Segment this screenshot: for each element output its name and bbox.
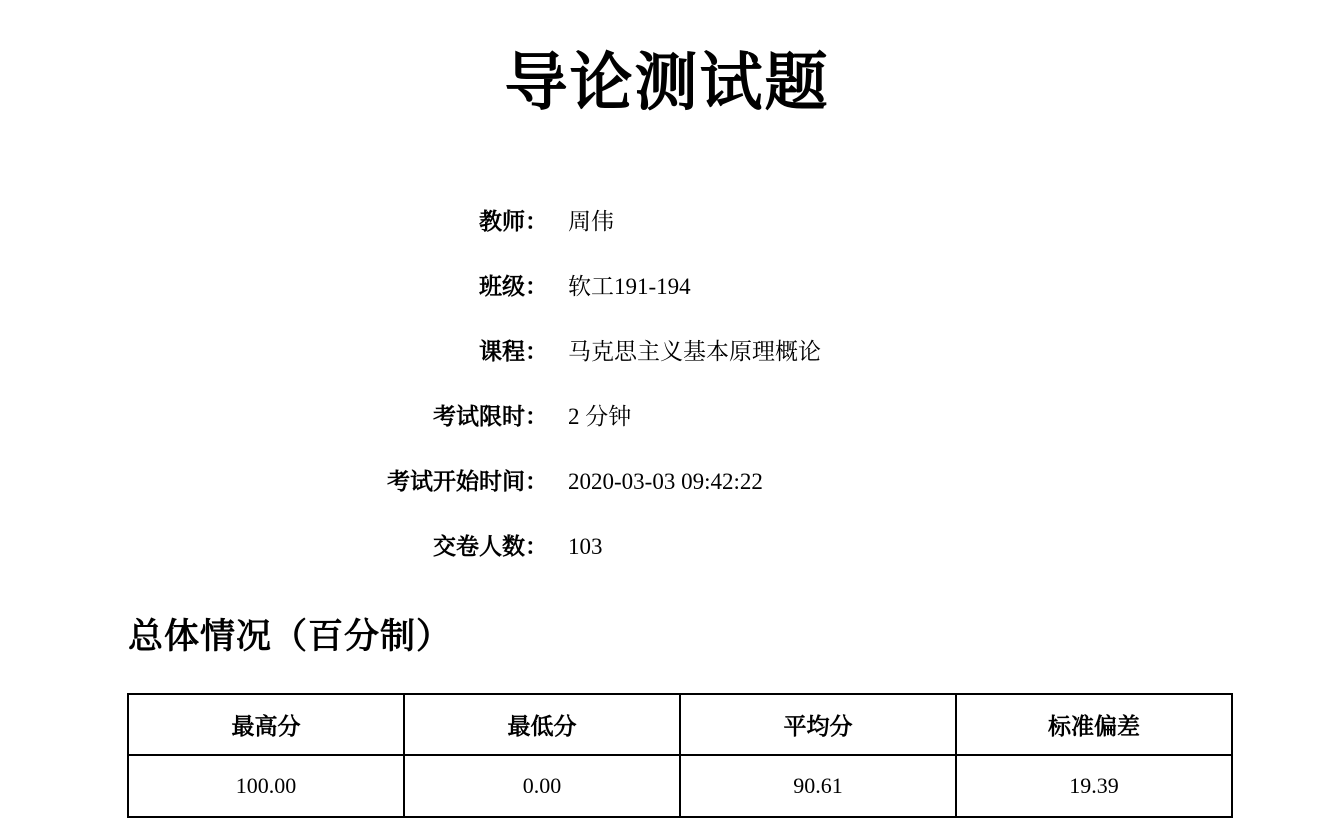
time-limit-label: 考试限时： <box>433 404 548 429</box>
info-row-time-limit <box>0 402 1334 432</box>
info-row-submissions <box>0 532 1334 562</box>
class-label: 班级： <box>479 274 548 299</box>
course-label: 课程： <box>479 339 548 364</box>
stats-header-average: 平均分 <box>680 694 956 755</box>
stats-value-lowest: 0.00 <box>404 755 680 817</box>
info-row-teacher <box>0 207 1334 237</box>
exam-info-list <box>0 207 1334 562</box>
submissions-value: 103 <box>568 534 603 559</box>
teacher-value: 周伟 <box>568 209 614 234</box>
stats-header-stddev: 标准偏差 <box>956 694 1232 755</box>
submissions-label: 交卷人数： <box>433 534 548 559</box>
stats-header-lowest: 最低分 <box>404 694 680 755</box>
stats-header-highest: 最高分 <box>128 694 404 755</box>
teacher-label: 教师： <box>479 209 548 234</box>
info-row-start-time <box>0 467 1334 497</box>
start-time-value: 2020-03-03 09:42:22 <box>568 469 763 494</box>
time-limit-value: 2 分钟 <box>568 404 632 429</box>
class-value: 软工191-194 <box>568 274 691 299</box>
stats-value-row <box>128 755 1232 817</box>
stats-table <box>127 693 1233 818</box>
start-time-label: 考试开始时间： <box>387 469 548 494</box>
info-row-class <box>0 272 1334 302</box>
stats-value-stddev: 19.39 <box>956 755 1232 817</box>
overall-section-heading: 总体情况（百分制） <box>128 617 453 656</box>
stats-header-row <box>128 694 1232 755</box>
stats-value-highest: 100.00 <box>128 755 404 817</box>
page-title: 导论测试题 <box>504 48 830 118</box>
stats-value-average: 90.61 <box>680 755 956 817</box>
stats-table-body <box>128 755 1232 817</box>
info-row-course <box>0 337 1334 367</box>
course-value: 马克思主义基本原理概论 <box>568 339 821 364</box>
stats-table-head <box>128 694 1232 755</box>
